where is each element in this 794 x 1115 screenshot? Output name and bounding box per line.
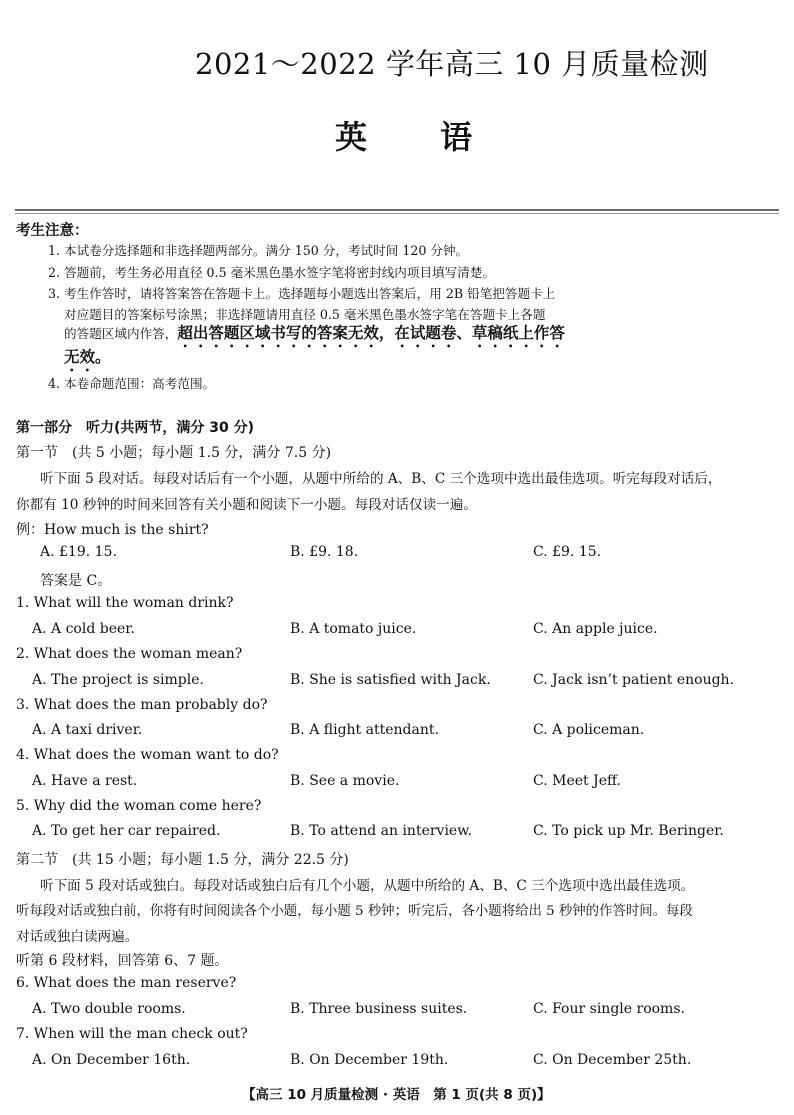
section-1-instruction-2: 你都有 10 秒钟的时间来回答有关小题和阅读下一小题。每段对话仅读一遍。 (16, 497, 477, 513)
question-7-option-a: A. On December 16th. (32, 1052, 191, 1068)
notice-item-3-line-1: 3. 考生作答时，请将答案答在答题卡上。选择题每小题选出答案后，用 2B 铅笔把答题卡上 (48, 286, 556, 301)
example-question: 例：How much is the shirt? (16, 522, 209, 538)
section-1-title: 第一节 (共 5 小题；每小题 1.5 分，满分 7.5 分) (16, 445, 332, 461)
part-1-title: 第一部分 听力(共两节，满分 30 分) (16, 420, 255, 436)
question-7-option-c: C. On December 25th. (533, 1052, 692, 1068)
question-3: 3. What does the man probably do? (16, 697, 268, 713)
question-6-option-a: A. Two double rooms. (32, 1001, 186, 1017)
exam-title: 2021～2022 学年高三 10 月质量检测 (195, 47, 709, 81)
example-option-b: B. £9. 18. (290, 544, 359, 560)
notice-item-2: 2. 答题前，考生务必用直径 0.5 毫米黑色墨水签字笔将密封线内项目填写清楚。 (48, 265, 496, 280)
question-3-option-c: C. A policeman. (533, 722, 645, 738)
question-5: 5. Why did the woman come here? (16, 798, 262, 814)
notice-title: 考生注意： (16, 223, 89, 239)
section-2-instruction-2: 听每段对话或独白前，你将有时间阅读各个小题，每小题 5 秒钟；听完后，各小题将给出 5 秒钟的作答时间。每段 (16, 904, 693, 919)
header-divider-thin (15, 213, 779, 214)
section-2-instruction-1: 听下面 5 段对话或独白。每段对话或独白后有几个小题，从题中所给的 A、B、C 三个选项中选出最佳选项。 (40, 878, 695, 894)
subject-title: 英 语 (335, 118, 473, 156)
notice-item-3-line-3 (64, 321, 565, 351)
question-4-option-c: C. Meet Jeff. (533, 773, 621, 789)
question-5-option-a: A. To get her car repaired. (32, 823, 221, 839)
notice-item-4: 4. 本卷命题范围：高考范围。 (48, 376, 216, 391)
section-2-title: 第二节 (共 15 小题；每小题 1.5 分，满分 22.5 分) (16, 852, 349, 868)
question-6-option-b: B. Three business suites. (290, 1001, 468, 1017)
notice-emphasis-2: 无效。 (64, 348, 111, 366)
section-1-instruction-1: 听下面 5 段对话。每段对话后有一个小题，从题中所给的 A、B、C 三个选项中选出最佳选项。听完每段对话后， (40, 471, 722, 487)
question-1-option-b: B. A tomato juice. (290, 621, 417, 637)
notice-emphasis-1: 超出答题区域书写的答案无效，在试题卷、草稿纸上作答 (177, 324, 565, 342)
question-2-option-c: C. Jack isn’t patient enough. (533, 672, 735, 688)
question-4-option-a: A. Have a rest. (32, 773, 138, 789)
example-option-c: C. £9. 15. (533, 544, 602, 560)
question-1-option-a: A. A cold beer. (32, 621, 135, 637)
question-2-option-a: A. The project is simple. (32, 672, 204, 688)
question-3-option-a: A. A taxi driver. (32, 722, 143, 738)
notice-item-3-line-2: 对应题目的答案标号涂黑；非选择题请用直径 0.5 毫米黑色墨水签字笔在答题卡上各题 (64, 307, 546, 322)
question-2: 2. What does the woman mean? (16, 646, 243, 662)
question-1: 1. What will the woman drink? (16, 595, 234, 611)
question-6: 6. What does the man reserve? (16, 975, 237, 991)
question-7: 7. When will the man check out? (16, 1026, 248, 1042)
question-1-option-c: C. An apple juice. (533, 621, 658, 637)
question-3-option-b: B. A flight attendant. (290, 722, 439, 738)
example-option-a: A. £19. 15. (40, 544, 117, 560)
question-2-option-b: B. She is satisfied with Jack. (290, 672, 491, 688)
notice-item-3-text: 的答题区域内作答， (64, 326, 178, 341)
question-4-option-b: B. See a movie. (290, 773, 400, 789)
question-6-option-c: C. Four single rooms. (533, 1001, 685, 1017)
question-7-option-b: B. On December 19th. (290, 1052, 449, 1068)
notice-item-1: 1. 本试卷分选择题和非选择题两部分。满分 150 分，考试时间 120 分钟。 (48, 243, 469, 258)
question-5-option-b: B. To attend an interview. (290, 823, 472, 839)
question-4: 4. What does the woman want to do? (16, 747, 279, 763)
question-5-option-c: C. To pick up Mr. Beringer. (533, 823, 724, 839)
material-6-instruction: 听第 6 段材料，回答第 6、7 题。 (16, 953, 229, 969)
header-divider (15, 209, 779, 211)
example-answer: 答案是 C。 (40, 573, 112, 589)
page-footer: 【高三 10 月质量检测 · 英语 第 1 页(共 8 页)】 (242, 1087, 551, 1103)
section-2-instruction-3: 对话或独白读两遍。 (16, 929, 139, 945)
